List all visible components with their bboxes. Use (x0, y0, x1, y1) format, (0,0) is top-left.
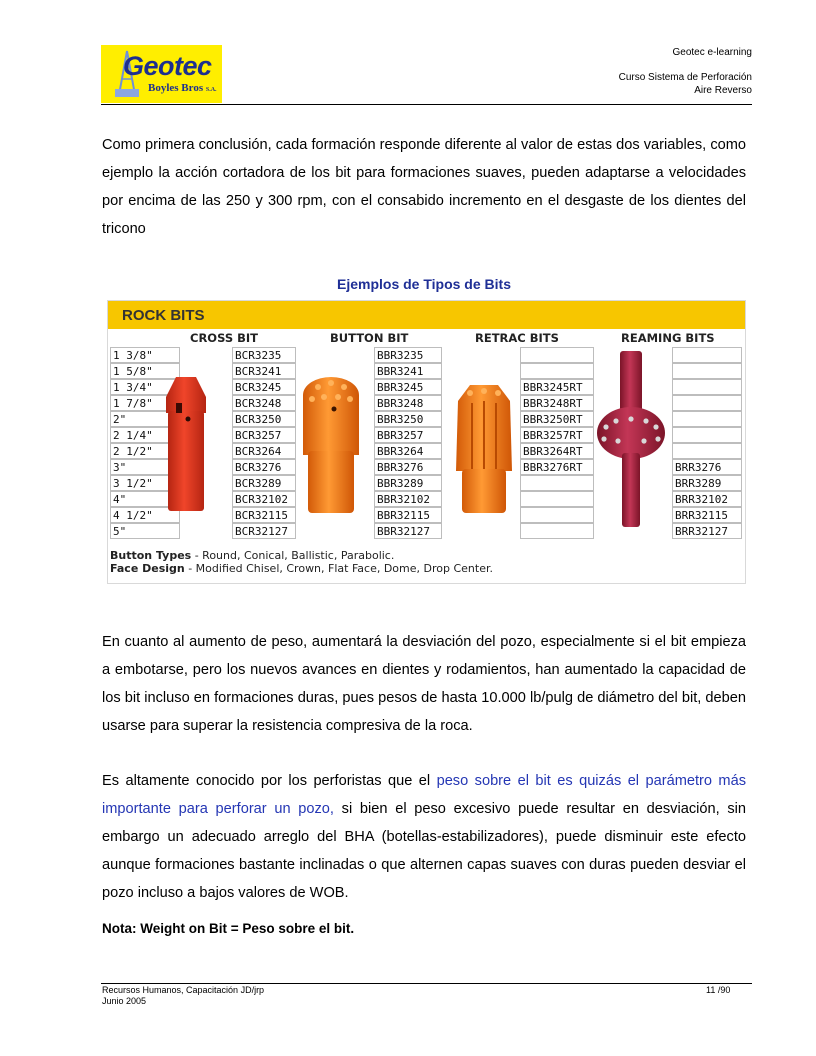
retrac-bit-code-cell (520, 475, 594, 491)
reaming-bit-code-cell: BRR3289 (672, 475, 742, 491)
cross-bit-code-cell: BCR3245 (232, 379, 296, 395)
cross-bit-image (160, 373, 212, 517)
note-weight-on-bit: Nota: Weight on Bit = Peso sobre el bit. (102, 921, 355, 936)
reaming-bit-code-cell: BRR32102 (672, 491, 742, 507)
paragraph-wob-text-c: si bien el peso excesivo puede resultar en desviación, sin embargo un adecuado arreglo del BHA (botellas-estabilizadores), puede disminuir este efecto aunque formaciones bastante inclinadas o que alternen capas suaves con duras pueden desviar el pozo incluso a bajos valores de WOB. (102, 801, 746, 901)
col-header-cross-bit: CROSS BIT (190, 331, 259, 345)
button-bit-code-cell: BBR32102 (374, 491, 442, 507)
button-bit-code-cell: BBR3245 (374, 379, 442, 395)
col-header-reaming-bits: REAMING BITS (621, 331, 715, 345)
button-bit-code-cell: BBR3264 (374, 443, 442, 459)
reaming-bit-code-cell: BRR3276 (672, 459, 742, 475)
button-bit-image (296, 373, 366, 517)
retrac-bit-code-cell (520, 363, 594, 379)
retrac-bit-code-cell: BBR3257RT (520, 427, 594, 443)
cross-bit-code-cell: BCR3257 (232, 427, 296, 443)
button-bit-code-cell: BBR3250 (374, 411, 442, 427)
paragraph-conclusion: Como primera conclusión, cada formación responde diferente al valor de estas dos variables, como ejemplo la acción cortadora de los bit para formaciones suaves, pueden adaptarse a velocidades por encima de las 250 y 300 rpm, con el consabido incremento en el desgaste de los dientes del tricono (102, 137, 746, 237)
footer-divider (101, 983, 752, 984)
logo-brand-text: Geotec (123, 51, 212, 81)
reaming-bit-code-cell (672, 427, 742, 443)
cross-bit-code-cell: BCR3289 (232, 475, 296, 491)
reaming-bit-code-cell (672, 363, 742, 379)
button-types-note: Button Types - Round, Conical, Ballistic, Parabolic. (110, 549, 395, 562)
retrac-bit-code-cell: BBR3264RT (520, 443, 594, 459)
size-cell: 3 1/2" (110, 475, 180, 491)
button-bit-code-cell: BBR3235 (374, 347, 442, 363)
figure-caption: Ejemplos de Tipos de Bits (336, 276, 511, 292)
size-cell: 1 3/4" (110, 379, 180, 395)
cross-bit-code-cell: BCR3241 (232, 363, 296, 379)
cross-bit-code-cell: BCR32102 (232, 491, 296, 507)
header-course-platform: Geotec e-learning (672, 47, 752, 58)
figure-title: ROCK BITS (122, 307, 205, 324)
footer-department: Recursos Humanos, Capacitación JD/jrp (102, 985, 265, 995)
header-divider (101, 104, 752, 105)
cross-bit-code-cell: BCR3250 (232, 411, 296, 427)
cross-bit-code-cell: BCR3235 (232, 347, 296, 363)
header-course-name: Curso Sistema de Perforación (618, 72, 752, 83)
reaming-bit-code-cell (672, 411, 742, 427)
paragraph-wob-highlight: peso sobre el bit es quizás el parámetro más importante para perforar un pozo, (102, 773, 746, 817)
button-bit-code-cell: BBR3241 (374, 363, 442, 379)
size-cell: 2 1/4" (110, 427, 180, 443)
button-bit-code-cell: BBR32115 (374, 507, 442, 523)
size-cell: 2 1/2" (110, 443, 180, 459)
paragraph-wob (102, 767, 746, 907)
button-bit-code-cell: BBR3289 (374, 475, 442, 491)
retrac-bit-code-cell (520, 507, 594, 523)
reaming-bit-code-cell (672, 347, 742, 363)
figure-notes (110, 549, 493, 575)
col-header-button-bit: BUTTON BIT (330, 331, 409, 345)
cross-bit-code-cell: BCR3276 (232, 459, 296, 475)
button-bit-code-cell: BBR32127 (374, 523, 442, 539)
button-bit-code-cell: BBR3257 (374, 427, 442, 443)
retrac-bit-code-cell: BBR3248RT (520, 395, 594, 411)
reaming-bit-code-cell (672, 395, 742, 411)
reaming-bit-code-cell: BRR32127 (672, 523, 742, 539)
reaming-bit-code-cell: BRR32115 (672, 507, 742, 523)
size-cell: 5" (110, 523, 180, 539)
retrac-bit-code-cell: BBR3250RT (520, 411, 594, 427)
header-course-module: Aire Reverso (694, 85, 752, 96)
button-bit-code-cell: BBR3248 (374, 395, 442, 411)
logo-subtitle: Boyles Bros S.A. (148, 82, 217, 94)
footer-date: Junio 2005 (102, 996, 147, 1006)
paragraph-peso: En cuanto al aumento de peso, aumentará la desviación del pozo, especialmente si el bit empieza a embotarse, pero los nuevos avances en dientes y rodamientos, han aumentado la capacidad de los bit incluso en formaciones duras, pues pesos de hasta 10.000 lb/pulg de diámetro del bit, deben usarse para superar la resistencia compresiva de la roca. (102, 634, 746, 734)
paragraph-wob-text-a: Es altamente conocido por los perforistas que el (102, 773, 437, 789)
page-number: 11 /90 (706, 985, 731, 995)
footer-credits (102, 985, 264, 1007)
retrac-bit-image (448, 381, 520, 515)
rock-bits-figure (107, 300, 746, 584)
button-bit-code-cell: BBR3276 (374, 459, 442, 475)
retrac-bit-code-cell (520, 347, 594, 363)
size-cell: 1 3/8" (110, 347, 180, 363)
geotec-logo (101, 45, 222, 103)
face-design-note: Face Design - Modified Chisel, Crown, Flat Face, Dome, Drop Center. (110, 562, 493, 575)
size-cell: 4 1/2" (110, 507, 180, 523)
reaming-bit-code-cell (672, 443, 742, 459)
size-cell: 4" (110, 491, 180, 507)
size-cell: 2" (110, 411, 180, 427)
cross-bit-code-cell: BCR32115 (232, 507, 296, 523)
retrac-bit-code-cell (520, 523, 594, 539)
retrac-bit-code-cell: BBR3245RT (520, 379, 594, 395)
reaming-bit-code-cell (672, 379, 742, 395)
cross-bit-code-cell: BCR3248 (232, 395, 296, 411)
retrac-bit-code-cell (520, 491, 594, 507)
col-header-retrac-bits: RETRAC BITS (475, 331, 559, 345)
cross-bit-code-cell: BCR32127 (232, 523, 296, 539)
cross-bit-code-cell: BCR3264 (232, 443, 296, 459)
size-cell: 1 5/8" (110, 363, 180, 379)
size-cell: 3" (110, 459, 180, 475)
reaming-bit-image (594, 349, 668, 529)
size-cell: 1 7/8" (110, 395, 180, 411)
retrac-bit-code-cell: BBR3276RT (520, 459, 594, 475)
